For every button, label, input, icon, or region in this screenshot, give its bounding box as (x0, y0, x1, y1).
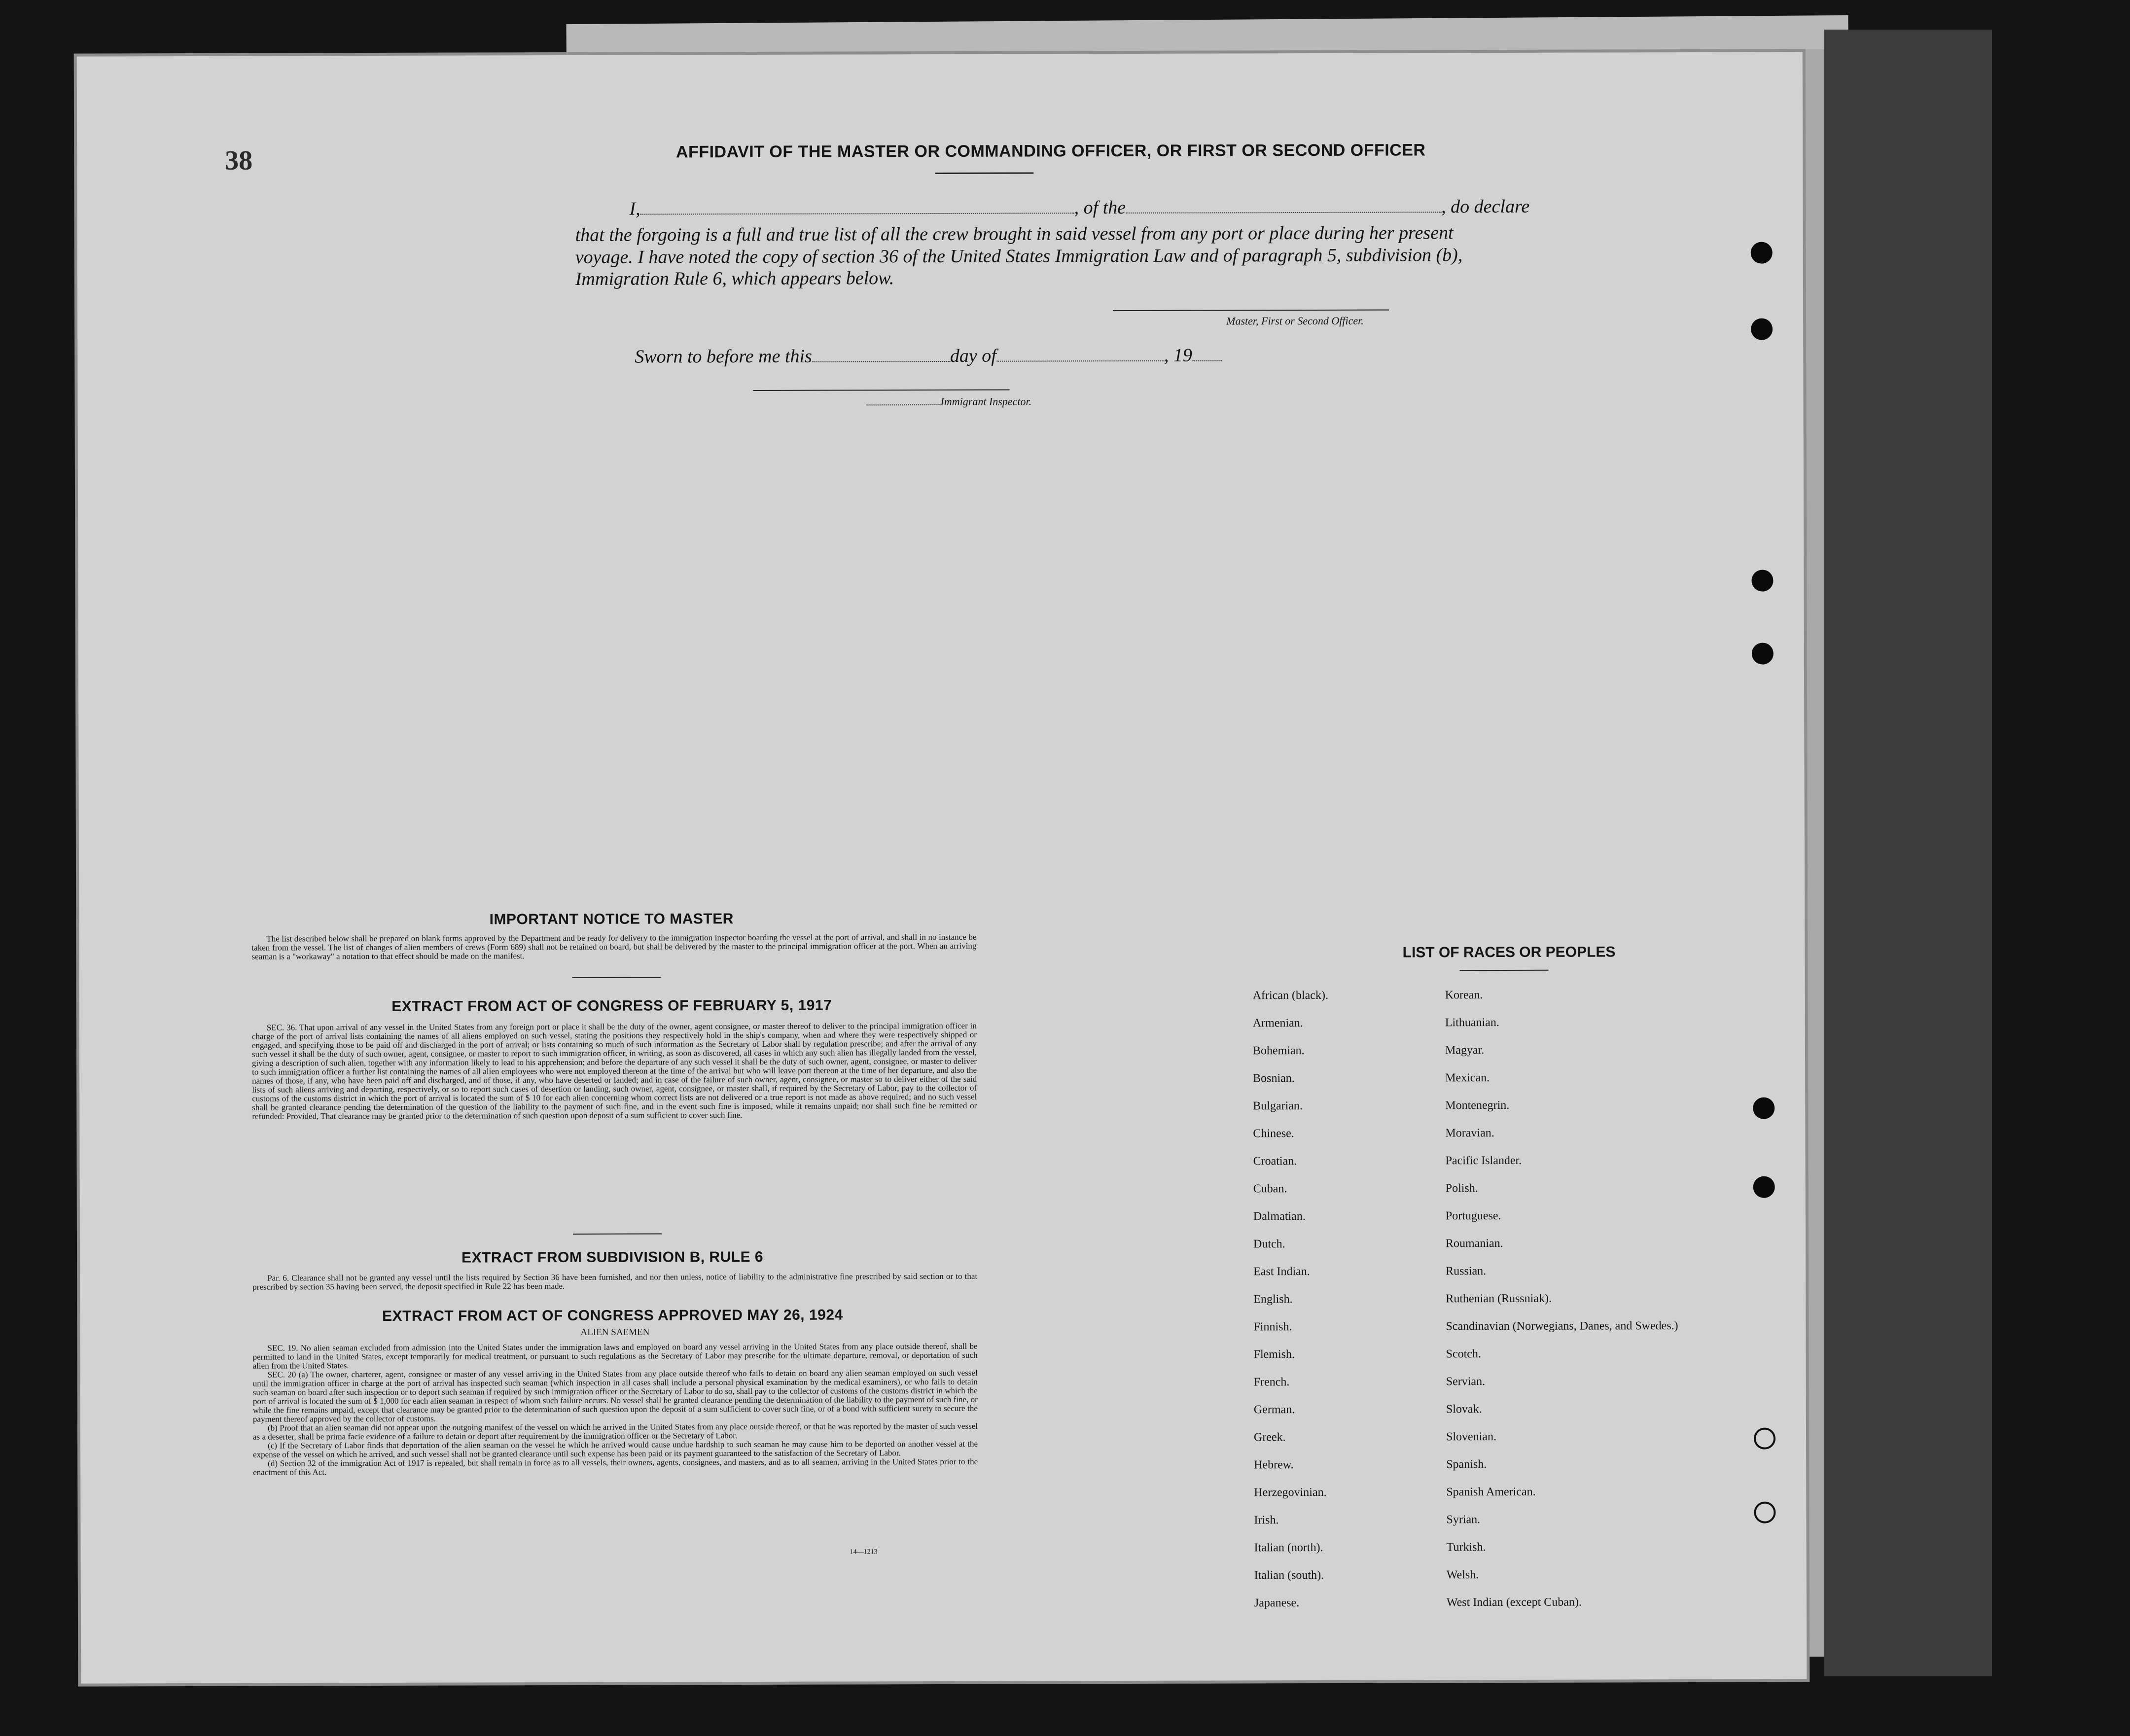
notice-rule (572, 977, 661, 978)
race-entry: Hebrew. (1254, 1458, 1294, 1472)
scanner-background (1824, 30, 1992, 1676)
race-entry: Turkish. (1446, 1541, 1486, 1554)
binder-hole (1753, 1098, 1775, 1119)
race-entry: Bulgarian. (1253, 1099, 1303, 1113)
race-entry: Spanish. (1446, 1458, 1487, 1471)
signature-caption: Master, First or Second Officer. (1226, 314, 1364, 327)
notice-title: IMPORTANT NOTICE TO MASTER (489, 911, 734, 928)
race-entry: Chinese. (1253, 1127, 1294, 1140)
vessel-blank[interactable] (1126, 212, 1441, 213)
race-entry: German. (1253, 1403, 1295, 1417)
race-entry: Dutch. (1253, 1238, 1285, 1251)
race-entry: Russian. (1446, 1265, 1487, 1278)
race-entry: West Indian (except Cuban). (1446, 1595, 1582, 1609)
extract-1917-title: EXTRACT FROM ACT OF CONGRESS OF FEBRUARY 5, 1917 (391, 997, 832, 1015)
affidavit-title: AFFIDAVIT OF THE MASTER OR COMMANDING OFFICER, OR FIRST OR SECOND OFFICER (675, 141, 1426, 162)
affidavit-line-1: I, , of the , do declare (629, 196, 1530, 219)
binder-hole (1751, 570, 1773, 592)
name-blank[interactable] (640, 213, 1074, 214)
affidavit-line-4: Immigration Rule 6, which appears below. (575, 268, 894, 289)
race-entry: Syrian. (1446, 1513, 1481, 1526)
race-entry: Flemish. (1253, 1348, 1295, 1361)
races-left-column (1253, 989, 1330, 1624)
binder-hole (1754, 1428, 1775, 1450)
extract-1917-rule (573, 1233, 662, 1234)
race-entry: Korean. (1445, 989, 1483, 1002)
race-entry: Spanish American. (1446, 1485, 1536, 1499)
race-entry: Scandinavian (Norwegians, Danes, and Swedes.) (1446, 1319, 1678, 1333)
binder-hole (1753, 1176, 1775, 1198)
race-entry: Servian. (1446, 1375, 1486, 1388)
race-entry: Japanese. (1254, 1596, 1300, 1610)
race-entry: Dalmatian. (1253, 1210, 1306, 1223)
subdivision-text: Par. 6. Clearance shall not be granted any vessel until the lists required by Section 36 have been furnished, and nor then unless, notice of liability to the administrative fine prescribed by said section or to that prescribed by section 35 having been served, the deposit specified in Rule 22 has been made. (252, 1271, 978, 1292)
race-entry: Greek. (1253, 1431, 1286, 1444)
race-entry: English. (1253, 1293, 1293, 1306)
extract-1924-subtitle: ALIEN SAEMEN (580, 1327, 650, 1338)
races-right-column (1445, 988, 1679, 1624)
sworn-day-blank[interactable] (812, 361, 950, 362)
race-entry: Welsh. (1446, 1568, 1479, 1582)
page-stamp: 38 (225, 145, 253, 176)
inspector-caption: Immigrant Inspector. (866, 395, 1031, 409)
race-entry: Montenegrin. (1445, 1098, 1510, 1112)
binder-hole (1752, 643, 1774, 665)
races-rule (1460, 970, 1549, 971)
extract-1924-title: EXTRACT FROM ACT OF CONGRESS APPROVED MAY 26, 1924 (382, 1307, 843, 1324)
affidavit-line-2: that the forgoing is a full and true list of all the crew brought in said vessel from any port or place during her present (575, 222, 1454, 246)
race-entry: Lithuanian. (1445, 1016, 1499, 1029)
subdivision-title: EXTRACT FROM SUBDIVISION B, RULE 6 (461, 1248, 764, 1266)
race-entry: Bosnian. (1253, 1072, 1295, 1085)
form-code: 14—1213 (850, 1548, 878, 1556)
races-title: LIST OF RACES OR PEOPLES (1402, 944, 1616, 961)
binder-hole (1751, 242, 1773, 264)
race-entry: Scotch. (1446, 1347, 1481, 1361)
race-entry: Slovenian. (1446, 1430, 1497, 1444)
race-entry: Portuguese. (1445, 1209, 1501, 1223)
race-entry: African (black). (1252, 989, 1328, 1002)
race-entry: Mexican. (1445, 1071, 1490, 1085)
race-entry: Italian (north). (1254, 1541, 1323, 1555)
signature-line[interactable] (1113, 310, 1389, 311)
extract-1924-text: SEC. 19. No alien seaman excluded from admission into the United States under the immigration laws and employed on board any vessel arriving in the United States from any place outside thereof, shall be permitted to land in the United States, except temporarily for medical treatment, or pursuant to such regulations as the Secretary of Labor may prescribe for the ultimate departure, removal, or deportation of such alien from the United States. SEC. 20 (a) The owner, charterer, agent, consignee or master of any vessel arriving in the United States from any place outside thereof who fails to detain on board any alien seaman employed on such vessel until the immigration officer in charge at the port of arrival has inspected such seaman (which inspection in all cases shall include a personal physical examination by the medical examiners), or who fails to detain such seaman on board after such inspection or to deport such seaman if required by such immigration officer or the Secretary of Labor to do so, shall pay to the collector of customs of the customs district in which the port of arrival is located the sum of $ 1,000 for each alien seaman in respect of whom such failure occurs. No vessel shall be granted clearance pending the determination of the liability to the payment of such fine, or while the fine remains unpaid, except that clearance may be granted prior to the determination of such question upon the deposit of a sum sufficient to cover such fine, or of a bond with sufficient surety to secure the payment thereof approved by the collector of customs. (b) Proof that an alien seaman did not appear upon the outgoing manifest of the vessel on which he arrived in the United States from any place outside thereof, or that he was reported by the master of such vessel as a deserter, shall be prima facie evidence of a failure to detain or deport after requirement by the immigration officer or the Secretary of Labor. (c) If the Secretary of Labor finds that deportation of the alien seaman on the vessel he which he arrived would cause undue hardship to such seaman he may cause him to be deported on another vessel at the expense of the vessel on which he arrived, and such vessel shall not be granted clearance until such expense has been paid or its payment guaranteed to the satisfaction of the Secretary of Labor. (d) Section 32 of the immigration Act of 1917 is repealed, but shall remain in force as to all vessels, their owners, agents, consignees, and masters, and as to all seamen, arriving in the United States prior to the enactment of this Act. (252, 1341, 978, 1477)
race-entry: Moravian. (1445, 1127, 1494, 1140)
notice-text: The list described below shall be prepared on blank forms approved by the Department and be ready for delivery to the immigration inspector boarding the vessel at the port of arrival, and shall in no instance be taken from the vessel. The list of changes of alien members of crews (Form 689) shall not be retained on board, but shall be delivered by the master to the principal immigration officer at the port. When an arriving seaman is a "workaway" a notation to that effect should be made on the manifest. (251, 932, 977, 961)
sworn-month-blank[interactable] (996, 360, 1164, 362)
extract-1917-text: SEC. 36. That upon arrival of any vessel in the United States from any foreign port or place it shall be the duty of the owner, agent consignee, or master thereof to deliver to the principal immigration officer in charge of the port of arrival lists containing the names of all aliens employed on such vessel, stating the positions they respectively hold in the ship's company, when and where they were respectively shipped or engaged, and specifying those to be paid off and discharged in the port of arrival; or lists containing so much of such information as the Secretary of Labor shall by regulation prescribe; and after the arrival of any such vessel it shall be the duty of such owner, agent, consignee, or master to report to such immigration officer, in writing, as soon as discovered, all cases in which any such alien has illegally landed from the vessel, giving a description of such alien, together with any information likely to lead to his apprehension; and before the departure of any such vessel it shall be the duty of such owner, agent, consignee, or master to deliver to such immigration officer a further list containing the names of all alien employees who were not employed thereon at the time of the arrival but who will leave port thereon at the time of her departure, and also the names of those, if any, who have been paid off and discharged, and of those, if any, who have deserted or landed; and in case of the failure of such owner, agent, consignee, or master so to deliver either of the said lists of such aliens arriving and departing, respectively, or so to report such cases of desertion or landing, such owner, agent, consignee, or master shall, if required by the Secretary of Labor, pay to the collector of customs of the customs district in which the port of arrival is located the sum of $ 10 for each alien concerning whom correct lists are not delivered or a true report is not made as above required; and no such vessel shall be granted clearance pending the determination of the question of the liability to the payment of such fine, and in the event such fine is imposed, while it remains unpaid; nor shall such fine be remitted or refunded: Provided, That clearance may be granted prior to the determination of such question upon deposit of a sum sufficient to cover such fine. (251, 1021, 977, 1121)
race-entry: Ruthenian (Russniak). (1446, 1292, 1552, 1306)
affidavit-line-3: voyage. I have noted the copy of section 36 of the United States Immigration Law and of paragraph 5, subdivision (b), (575, 245, 1463, 268)
race-entry: East Indian. (1253, 1265, 1310, 1278)
binder-hole (1751, 319, 1773, 340)
race-entry: Finnish. (1253, 1320, 1292, 1334)
sworn-year-blank[interactable] (1192, 360, 1222, 361)
race-entry: French. (1253, 1376, 1290, 1389)
title-rule (935, 173, 1033, 175)
race-entry: Magyar. (1445, 1044, 1485, 1057)
race-entry: Italian (south). (1254, 1568, 1324, 1582)
race-entry: Herzegovinian. (1254, 1486, 1327, 1499)
race-entry: Roumanian. (1445, 1237, 1503, 1250)
race-entry: Irish. (1254, 1514, 1279, 1527)
race-entry: Polish. (1445, 1182, 1478, 1195)
race-entry: Bohemian. (1252, 1044, 1305, 1058)
inspector-blank[interactable] (867, 404, 941, 405)
binder-hole (1754, 1502, 1775, 1523)
race-entry: Slovak. (1446, 1403, 1482, 1416)
race-entry: Pacific Islander. (1445, 1154, 1522, 1168)
race-entry: Armenian. (1252, 1017, 1303, 1030)
sworn-line: Sworn to before me this day of , 19 (635, 345, 1222, 368)
race-entry: Croatian. (1253, 1155, 1297, 1168)
document-page (77, 52, 1807, 1683)
race-entry: Cuban. (1253, 1182, 1287, 1196)
inspector-signature-line[interactable] (753, 390, 1009, 391)
